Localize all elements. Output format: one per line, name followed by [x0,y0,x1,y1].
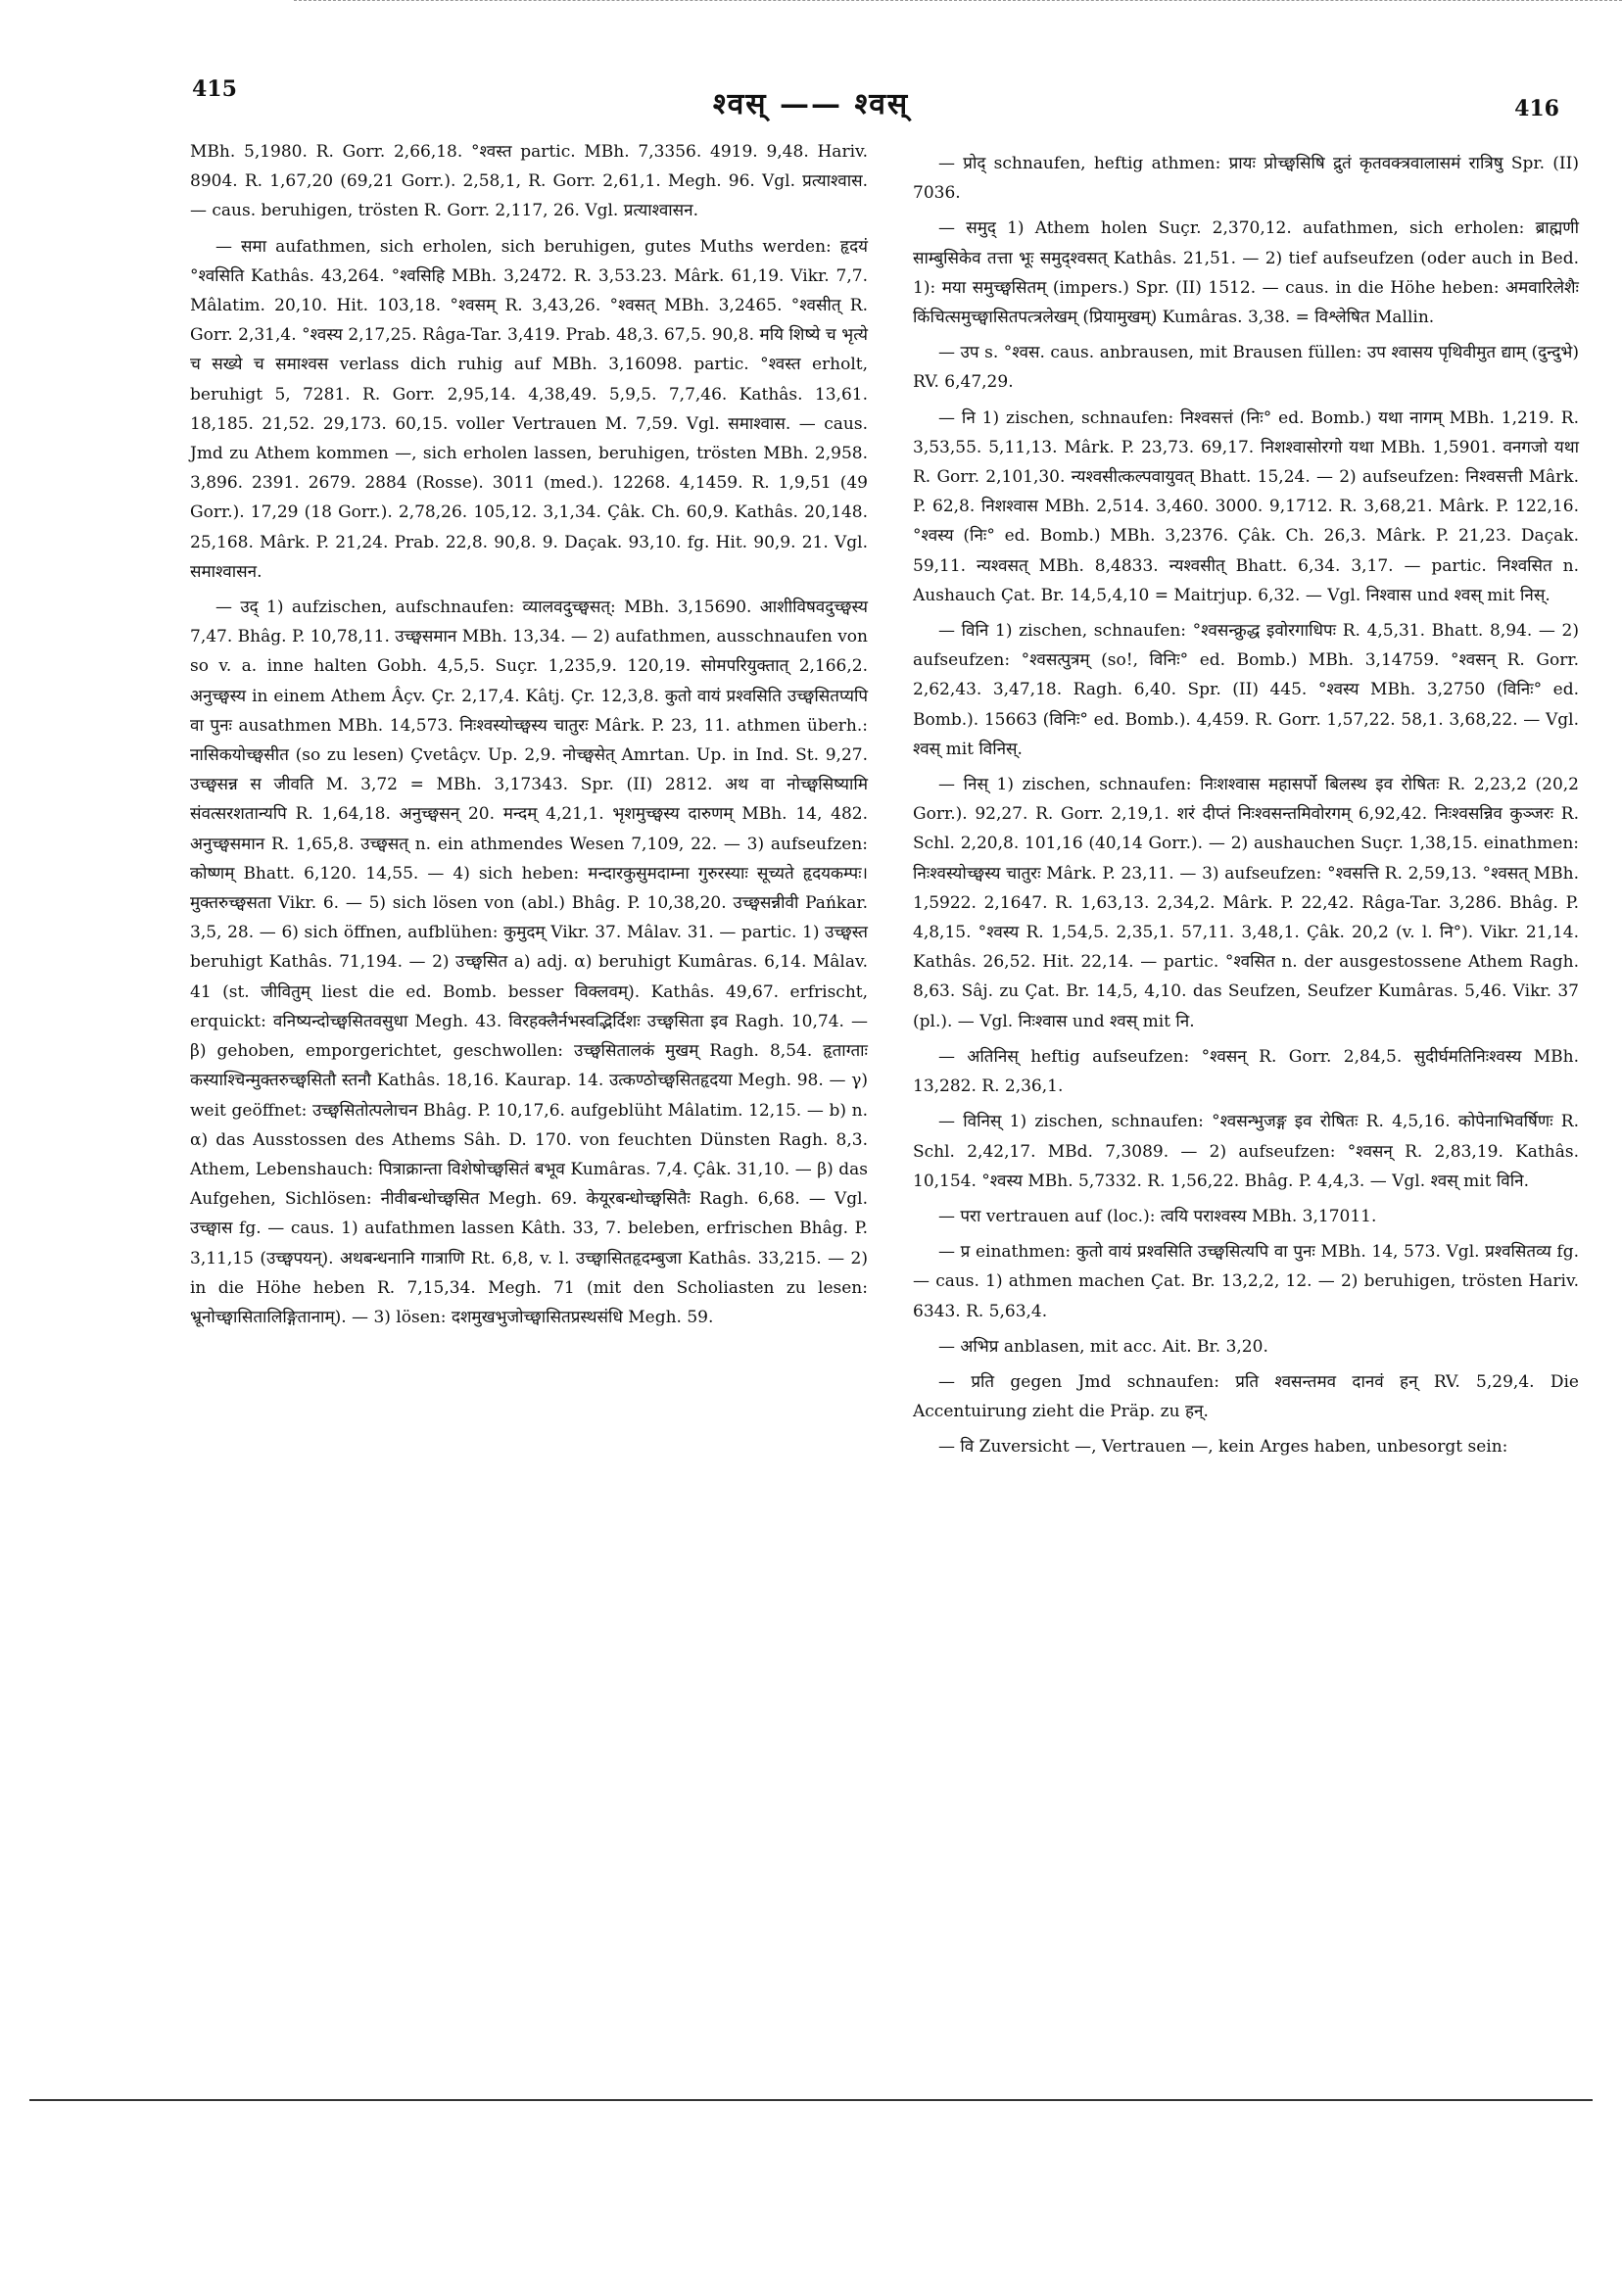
left-entry: MBh. 5,1980. R. Gorr. 2,66,18. °श्वस्त partic. MBh. 7,3356. 4919. 9,48. Hariv. 8904. R. 1,67,20 (69,21 Gorr.). 2,58,1, R. Gorr. 2,61,1. Megh. 96. Vgl. प्रत्याश्वास. — caus. beruhigen, trösten R. Gorr. 2,117, 26. Vgl. प्रत्याश्वासन. [190,142,868,221]
right-entry: — समुद् 1) Athem holen Suçr. 2,370,12. aufathmen, sich erholen: ब्राह्मणी साम्बुसिकेव तत्ता भूः समुद्श्वसत् Kathâs. 21,51. — 2) tief aufseufzen (oder auch in Bed. 1): मया समुच्छ्वसितम् (impers.) Spr. (II) 1512. — caus. in die Höhe heben: अमवारिलेशैः किंचित्समुच्छ्वासितपत्त्रलेखम् (प्रियामुखम्) Kumâras. 3,38. = विश्लेषित Mallin. [913,218,1579,328]
right-entry: — अभिप्र anblasen, mit acc. Ait. Br. 3,20. [938,1336,1268,1357]
top-scan-edge [294,0,1622,1]
left-entry: — समा aufathmen, sich erholen, sich beruhigen, gutes Muths werden: हृदयं °श्वसिति Kathâs. 43,264. °श्वसिहि MBh. 3,2472. R. 3,53.23. Mârk. 61,19. Vikr. 7,7. Mâlatim. 20,10. Hit. 103,18. °श्वसम् R. 3,43,26. °श्वसत् MBh. 3,2465. °श्वसीत् R. Gorr. 2,31,4. °श्वस्य 2,17,25. Râga-Tar. 3,419. Prab. 48,3. 67,5. 90,8. मयि शिष्ये च भृत्ये च सख्ये च समाश्वस verlass dich ruhig auf MBh. 3,16098. partic. °श्वस्त erholt, beruhigt 5, 7281. R. Gorr. 2,95,14. 4,38,49. 5,9,5. 7,7,46. Kathâs. 13,61. 18,185. 21,52. 29,173. 60,15. voller Vertrauen M. 7,59. Vgl. समाश्वास. — caus. Jmd zu Athem kommen —, sich erholen lassen, beruhigen, trösten MBh. 2,958. 3,896. 2391. 2679. 2884 (Rosse). 3011 (med.). 12268. 4,1459. R. 1,9,51 (49 Gorr.). 17,29 (18 Gorr.). 2,78,26. 105,12. 3,1,34. Çâk. Ch. 60,9. Kathâs. 20,148. 25,168. Mârk. P. 21,24. Prab. 22,8. 90,8. 9. Daçak. 93,10. fg. Hit. 90,9. 21. Vgl. समाश्वासन. [190,236,868,582]
bottom-rule [29,2099,1593,2101]
right-entry: — अतिनिस् heftig aufseufzen: °श्वसन् R. Gorr. 2,84,5. सुदीर्घमतिनिःश्वस्य MBh. 13,282. R. 2,36,1. [913,1046,1579,1097]
right-entry: — विनि 1) zischen, schnaufen: °श्वसन्क्रुद्ध इवोरगाधिपः R. 4,5,31. Bhatt. 8,94. — 2) aufseufzen: °श्वसत्पुत्रम् (so!, विनिः° ed. Bomb.) MBh. 3,14759. °श्वसन् R. Gorr. 2,62,43. 3,47,18. Ragh. 6,40. Spr. (II) 445. °श्वस्य MBh. 3,2750 (विनिः° ed. Bomb.). 15663 (विनिः° ed. Bomb.). 4,459. R. Gorr. 1,57,22. 58,1. 3,68,22. — Vgl. श्वस् mit विनिस्. [913,621,1579,759]
right-entry: — विनिस् 1) zischen, schnaufen: °श्वसन्भुजङ्ग इव रोषितः R. 4,5,16. कोपेनाभिवर्षिणः R. Schl. 2,42,17. MBd. 7,3089. — 2) aufseufzen: °श्वसन् R. 2,83,19. Kathâs. 10,154. °श्वस्य MBh. 5,7332. R. 1,56,22. Bhâg. P. 4,4,3. — Vgl. श्वस् mit विनि. [913,1112,1579,1191]
right-entry: — उप s. °श्वस. caus. anbrausen, mit Brausen füllen: उप श्वासय पृथिवीमुत द्याम् (दुन्दुभे) RV. 6,47,29. [913,343,1579,393]
right-entry: — निस् 1) zischen, schnaufen: निःशश्वास महासर्पो बिलस्थ इव रोषितः R. 2,23,2 (20,2 Gorr.). 92,27. R. Gorr. 2,19,1. शरं दीप्तं निःश्वसन्तमिवोरगम् 6,92,42. निःश्वसन्निव कुञ्जरः R. Schl. 2,20,8. 101,16 (40,14 Gorr.). — 2) aushauchen Suçr. 1,38,15. einathmen: निःश्वस्योच्छ्वस्य चातुरः Mârk. P. 23,11. — 3) aufseufzen: °श्वसत्ति R. 2,59,13. °श्वसत् MBh. 1,5922. 2,1647. R. 1,63,13. 2,34,2. Mârk. P. 22,42. Râga-Tar. 3,286. Bhâg. P. 4,8,15. °श्वस्य R. 1,54,5. 2,35,1. 57,11. 3,48,1. Çâk. 20,2 (v. l. नि°). Vikr. 21,14. Kathâs. 26,52. Hit. 22,14. — partic. °श्वसित n. der ausgestossene Athem Ragh. 8,63. Sâj. zu Çat. Br. 14,5, 4,10. das Seufzen, Seufzer Kumâras. 5,46. Vikr. 37 (pl.). — Vgl. निःश्वास und श्वस् mit नि. [913,775,1579,1031]
page-number-right: 416 [1514,96,1559,121]
right-entry: — वि Zuversicht —, Vertrauen —, kein Arges haben, unbesorgt sein: [938,1437,1508,1458]
running-head: श्वस् —— श्वस् [712,87,910,121]
right-entry: — प्रोद् schnaufen, heftig athmen: प्रायः प्रोच्छ्वसिषि द्रुतं कृतवक्त्रवालासमं रात्रिषु Spr. (II) 7036. [913,154,1579,204]
right-column [913,149,1579,1468]
right-entry: — परा vertrauen auf (loc.): त्वयि पराश्वस्य MBh. 3,17011. [938,1206,1377,1226]
right-entry: — प्र einathmen: कुतो वायं प्रश्वसिति उच्छ्वसित्यपि वा पुनः MBh. 14, 573. Vgl. प्रश्वसितव्य fg. — caus. 1) athmen machen Çat. Br. 13,2,2, 12. — 2) beruhigen, trösten Hariv. 6343. R. 5,63,4. [913,1242,1579,1321]
left-entry: — उद् 1) aufzischen, aufschnaufen: व्यालवदुच्छ्वसत्: MBh. 3,15690. आशीविषवदुच्छ्वस्य 7,47. Bhâg. P. 10,78,11. उच्छ्वसमान MBh. 13,34. — 2) aufathmen, ausschnaufen von so v. a. inne halten Gobh. 4,5,5. Suçr. 1,235,9. 120,19. सोमपरियुक्तात् 2,166,2. अनुच्छ्वस्य in einem Athem Âçv. Çr. 2,17,4. Kâtj. Çr. 12,3,8. कुतो वायं प्रश्वसिति उच्छ्वसितप्यपि वा पुनः ausathmen MBh. 14,573. निःश्वस्योच्छ्वस्य चातुरः Mârk. P. 23, 11. athmen überh.: नासिकयोच्छ्वसीत (so zu lesen) Çvetâçv. Up. 2,9. नोच्छ्वसेत् Amrtan. Up. in Ind. St. 9,27. उच्छ्वसन्न स जीवति M. 3,72 = MBh. 3,17343. Spr. (II) 2812. अथ वा नोच्छ्वसिष्यामि संवत्सरशतान्यपि R. 1,64,18. अनुच्छ्वसन् 20. मन्दम् 4,21,1. भृशमुच्छ्वस्य दारुणम् MBh. 14, 482. अनुच्छ्वसमान R. 1,65,8. उच्छ्वसत् n. ein athmendes Wesen 7,109, 22. — 3) aufseufzen: कोष्णम् Bhatt. 6,120. 14,55. — 4) sich heben: मन्दारकुसुमदाम्ना गुरुरस्याः सूच्यते हृदयकम्पः। मुक्तरुच्छ्वसता Vikr. 6. — 5) sich lösen von (abl.) Bhâg. P. 10,38,20. उच्छ्वसन्नीवी Pańkar. 3,5, 28. — 6) sich öffnen, aufblühen: कुमुदम् Vikr. 37. Mâlav. 31. — partic. 1) उच्छ्वस्त beruhigt Kathâs. 71,194. — 2) उच्छ्वसित a) adj. α) beruhigt Kumâras. 6,14. Mâlav. 41 (st. जीवितुम् liest die ed. Bomb. besser विक्लवम्). Kathâs. 49,67. erfrischt, erquickt: वनिष्यन्दोच्छ्वसितवसुधा Megh. 43. विरहक्लैर्नभस्वद्भिर्दिशः उच्छ्वसिता इव Ragh. 10,74. — β) gehoben, emporgerichtet, geschwollen: उच्छ्वसितालकं मुखम् Ragh. 8,54. हृताग्ताः कस्याश्चिन्मुक्तरुच्छ्वसितौ स्तनौ Kathâs. 18,16. Kaurap. 14. उत्कण्ठोच्छ्वसितहृदया Megh. 98. — γ) weit geöffnet: उच्छ्वसितोत्पलेाचन Bhâg. P. 10,17,6. aufgeblüht Mâlatim. 12,15. — b) n. α) das Ausstossen des Athems Sâh. D. 170. von feuchten Dünsten Ragh. 8,3. Athem, Lebenshauch: पित्राक्रान्ता विशेषोच्छ्वसितं बभूव Kumâras. 7,4. Çâk. 31,10. — β) das Aufgehen, Sichlösen: नीवीबन्धोच्छ्वसित Megh. 69. केयूरबन्धोच्छ्वसितैः Ragh. 6,68. — Vgl. उच्छ्वास fg. — caus. 1) aufathmen lassen Kâth. 33, 7. beleben, erfrischen Bhâg. P. 3,11,15 (उच्छ्वपयन्). अथबन्धनानि गात्राणि Rt. 6,8, v. l. उच्छ्वासितहृदम्बुजा Kathâs. 33,215. — 2) in die Höhe heben R. 7,15,34. Megh. 71 (mit den Scholiasten zu lesen: भ्रूनोच्छ्वासितालिङ्गितानाम्). — 3) lösen: दशमुखभुजोच्छ्वासितप्रस्थसंधि Megh. 59. [190,598,868,1327]
page-number-left: 415 [192,76,237,102]
right-entry: — प्रति gegen Jmd schnaufen: प्रति श्वसन्तमव दानवं हन् RV. 5,29,4. Die Accentuirung zieht die Präp. zu हन्. [913,1371,1579,1422]
right-entry: — नि 1) zischen, schnaufen: निश्वसत्तं (निः° ed. Bomb.) यथा नागम् MBh. 1,219. R. 3,53,55. 5,11,13. Mârk. P. 23,73. 69,17. निशश्वासोरगो यथा MBh. 1,5901. वनगजो यथा R. Gorr. 2,101,30. न्यश्वसीत्कल्पवायुवत् Bhatt. 15,24. — 2) aufseufzen: निश्वसत्ती Mârk. P. 62,8. निशश्वास MBh. 2,514. 3,460. 3000. 9,1712. R. 3,68,21. Mârk. P. 122,16. °श्वस्य (निः° ed. Bomb.) MBh. 3,2376. Çâk. Ch. 26,3. Mârk. P. 21,23. Daçak. 59,11. न्यश्वसत् MBh. 8,4833. न्यश्वसीत् Bhatt. 6,34. 3,17. — partic. निश्वसित n. Aushauch Çat. Br. 14,5,4,10 = Maitrjup. 6,32. — Vgl. निश्वास und श्वस् mit निस्. [913,407,1579,605]
left-column [190,137,868,1338]
